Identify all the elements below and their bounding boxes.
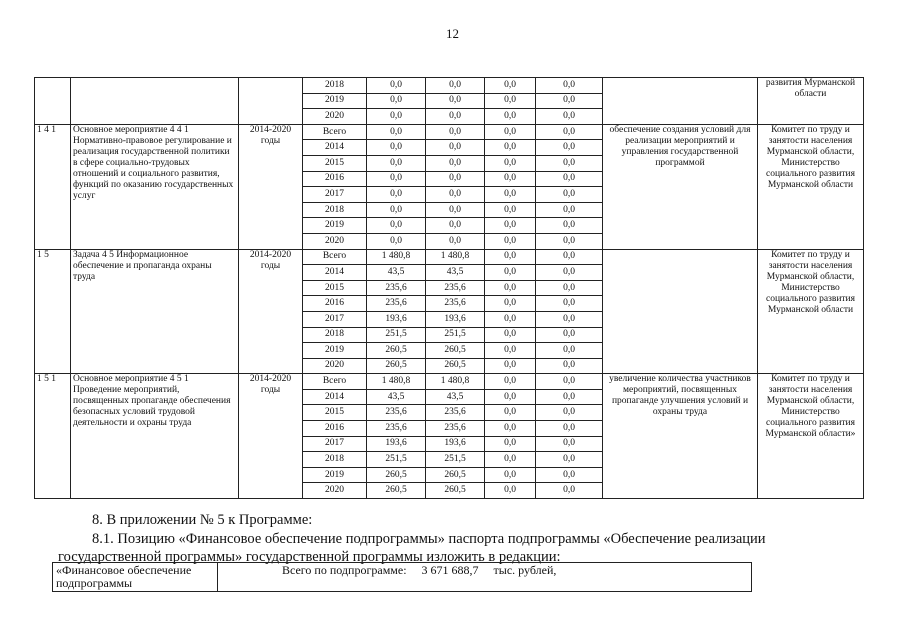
- year-cell: 2019: [303, 218, 367, 234]
- row-name: [71, 78, 239, 125]
- value-cell: 0,0: [367, 202, 426, 218]
- year-cell: 2020: [303, 233, 367, 249]
- value-cell: 0,0: [367, 140, 426, 156]
- value-cell: 1 480,8: [426, 374, 485, 390]
- value-cell: 0,0: [426, 202, 485, 218]
- finance-table: [34, 77, 864, 499]
- value-cell: 0,0: [367, 187, 426, 203]
- value-cell: 251,5: [426, 452, 485, 468]
- year-cell: 2017: [303, 311, 367, 327]
- value-cell: 0,0: [536, 358, 603, 374]
- value-cell: 260,5: [426, 483, 485, 499]
- value-cell: 260,5: [426, 343, 485, 359]
- value-cell: 0,0: [536, 374, 603, 390]
- year-cell: 2014: [303, 265, 367, 281]
- value-cell: 260,5: [367, 358, 426, 374]
- value-cell: 1 480,8: [367, 249, 426, 265]
- value-cell: 0,0: [485, 452, 536, 468]
- value-cell: 0,0: [536, 202, 603, 218]
- row-executor: развития Мурманской области: [758, 78, 864, 125]
- value-cell: 0,0: [426, 93, 485, 109]
- value-cell: 0,0: [485, 265, 536, 281]
- year-cell: 2020: [303, 109, 367, 125]
- value-cell: 0,0: [485, 405, 536, 421]
- value-cell: 235,6: [426, 405, 485, 421]
- year-cell: 2018: [303, 202, 367, 218]
- value-cell: 1 480,8: [367, 374, 426, 390]
- value-cell: 0,0: [485, 421, 536, 437]
- value-cell: 0,0: [367, 171, 426, 187]
- row-number: 1 5: [35, 249, 71, 374]
- paragraph-8: 8. В приложении № 5 к Программе:: [92, 512, 313, 528]
- year-cell: 2018: [303, 78, 367, 94]
- value-cell: 0,0: [485, 327, 536, 343]
- value-cell: 0,0: [536, 343, 603, 359]
- year-cell: 2014: [303, 140, 367, 156]
- table-row: [35, 374, 864, 390]
- value-cell: 0,0: [536, 109, 603, 125]
- value-cell: 0,0: [485, 78, 536, 94]
- financing-label: «Финансовое обеспечение подпрограммы: [53, 563, 218, 592]
- value-cell: 0,0: [536, 155, 603, 171]
- row-period: [239, 78, 303, 125]
- year-cell: 2016: [303, 296, 367, 312]
- financing-value: 3 671 688,7: [421, 563, 479, 577]
- year-cell: 2020: [303, 483, 367, 499]
- value-cell: 0,0: [536, 265, 603, 281]
- value-cell: 0,0: [536, 218, 603, 234]
- value-cell: 251,5: [367, 452, 426, 468]
- value-cell: 0,0: [485, 358, 536, 374]
- value-cell: 0,0: [485, 93, 536, 109]
- value-cell: 0,0: [367, 155, 426, 171]
- value-cell: 235,6: [367, 405, 426, 421]
- value-cell: 0,0: [485, 187, 536, 203]
- year-cell: 2014: [303, 389, 367, 405]
- value-cell: 235,6: [426, 421, 485, 437]
- value-cell: 235,6: [426, 296, 485, 312]
- value-cell: 0,0: [536, 280, 603, 296]
- value-cell: 0,0: [485, 280, 536, 296]
- value-cell: 0,0: [536, 124, 603, 140]
- table-row: [35, 124, 864, 140]
- value-cell: 0,0: [536, 452, 603, 468]
- year-cell: 2017: [303, 187, 367, 203]
- value-cell: 235,6: [426, 280, 485, 296]
- value-cell: 0,0: [426, 140, 485, 156]
- value-cell: 193,6: [367, 436, 426, 452]
- value-cell: 43,5: [367, 389, 426, 405]
- value-cell: 0,0: [536, 140, 603, 156]
- financing-unit: тыс. рублей,: [493, 563, 557, 577]
- value-cell: 0,0: [485, 171, 536, 187]
- value-cell: 1 480,8: [426, 249, 485, 265]
- year-cell: 2015: [303, 155, 367, 171]
- value-cell: 43,5: [426, 265, 485, 281]
- value-cell: 0,0: [426, 218, 485, 234]
- table-row: [35, 78, 864, 94]
- value-cell: 0,0: [536, 436, 603, 452]
- value-cell: 0,0: [426, 155, 485, 171]
- value-cell: 0,0: [367, 93, 426, 109]
- year-cell: 2019: [303, 467, 367, 483]
- row-goal: [603, 249, 758, 374]
- year-cell: 2019: [303, 343, 367, 359]
- value-cell: 0,0: [426, 233, 485, 249]
- value-cell: 0,0: [485, 483, 536, 499]
- row-name: Основное мероприятие 4 5 1 Проведение мероприятий, посвященных пропаганде обеспечения безопасных условий трудовой деятельности и охраны труда: [71, 374, 239, 499]
- value-cell: 0,0: [367, 78, 426, 94]
- value-cell: 0,0: [367, 124, 426, 140]
- value-cell: 0,0: [485, 467, 536, 483]
- value-cell: 0,0: [536, 296, 603, 312]
- row-goal: увеличение количества участников мероприятий, посвященных пропаганде улучшения условий и охраны труда: [603, 374, 758, 499]
- financing-value-cell: [218, 563, 752, 592]
- value-cell: 0,0: [485, 249, 536, 265]
- value-cell: 0,0: [485, 389, 536, 405]
- year-cell: 2015: [303, 405, 367, 421]
- value-cell: 260,5: [367, 343, 426, 359]
- value-cell: 0,0: [536, 311, 603, 327]
- value-cell: 0,0: [485, 436, 536, 452]
- value-cell: 0,0: [536, 421, 603, 437]
- value-cell: 0,0: [426, 78, 485, 94]
- value-cell: 0,0: [367, 233, 426, 249]
- value-cell: 0,0: [485, 374, 536, 390]
- value-cell: 0,0: [485, 202, 536, 218]
- year-cell: 2016: [303, 421, 367, 437]
- value-cell: 0,0: [485, 311, 536, 327]
- row-number: [35, 78, 71, 125]
- value-cell: 0,0: [485, 109, 536, 125]
- row-name: Основное мероприятие 4 4 1 Нормативно-правовое регулирование и реализация государственной политики в сфере социально-трудовых отношений и социального развития, функций по оказанию государственных услуг: [71, 124, 239, 249]
- year-cell: 2019: [303, 93, 367, 109]
- row-executor: Комитет по труду и занятости населения Мурманской области, Министерство социального развития Мурманской области»: [758, 374, 864, 499]
- value-cell: 0,0: [426, 187, 485, 203]
- financing-value-label: Всего по подпрограмме:: [282, 563, 407, 577]
- row-executor: Комитет по труду и занятости населения Мурманской области, Министерство социального развития Мурманской области: [758, 124, 864, 249]
- value-cell: 43,5: [426, 389, 485, 405]
- value-cell: 0,0: [485, 296, 536, 312]
- year-cell: Всего: [303, 124, 367, 140]
- year-cell: Всего: [303, 374, 367, 390]
- value-cell: 0,0: [485, 218, 536, 234]
- value-cell: 43,5: [367, 265, 426, 281]
- year-cell: 2018: [303, 452, 367, 468]
- value-cell: 0,0: [367, 218, 426, 234]
- value-cell: 260,5: [426, 467, 485, 483]
- value-cell: 0,0: [426, 171, 485, 187]
- value-cell: 235,6: [367, 421, 426, 437]
- row-period: 2014-2020 годы: [239, 249, 303, 374]
- year-cell: 2017: [303, 436, 367, 452]
- year-cell: 2020: [303, 358, 367, 374]
- year-cell: 2018: [303, 327, 367, 343]
- value-cell: 0,0: [485, 124, 536, 140]
- value-cell: 0,0: [485, 233, 536, 249]
- row-goal: обеспечение создания условий для реализации мероприятий и управления государственной программой: [603, 124, 758, 249]
- value-cell: 0,0: [485, 155, 536, 171]
- row-period: 2014-2020 годы: [239, 124, 303, 249]
- value-cell: 0,0: [536, 93, 603, 109]
- value-cell: 0,0: [536, 389, 603, 405]
- value-cell: 0,0: [536, 78, 603, 94]
- year-cell: Всего: [303, 249, 367, 265]
- financing-table: [52, 562, 752, 592]
- value-cell: 0,0: [536, 171, 603, 187]
- value-cell: 193,6: [426, 311, 485, 327]
- value-cell: 0,0: [367, 109, 426, 125]
- value-cell: 251,5: [426, 327, 485, 343]
- value-cell: 260,5: [426, 358, 485, 374]
- value-cell: 0,0: [485, 140, 536, 156]
- value-cell: 0,0: [536, 467, 603, 483]
- row-period: 2014-2020 годы: [239, 374, 303, 499]
- row-name: Задача 4 5 Информационное обеспечение и пропаганда охраны труда: [71, 249, 239, 374]
- row-goal: [603, 78, 758, 125]
- value-cell: 0,0: [426, 109, 485, 125]
- value-cell: 0,0: [426, 124, 485, 140]
- value-cell: 235,6: [367, 280, 426, 296]
- page-number: 12: [446, 26, 459, 41]
- year-cell: 2016: [303, 171, 367, 187]
- year-cell: 2015: [303, 280, 367, 296]
- value-cell: 0,0: [536, 483, 603, 499]
- value-cell: 0,0: [536, 187, 603, 203]
- value-cell: 260,5: [367, 467, 426, 483]
- value-cell: 0,0: [536, 249, 603, 265]
- value-cell: 235,6: [367, 296, 426, 312]
- table-row: [35, 249, 864, 265]
- value-cell: 260,5: [367, 483, 426, 499]
- value-cell: 0,0: [485, 343, 536, 359]
- value-cell: 193,6: [367, 311, 426, 327]
- paragraph-8-1: 8.1. Позицию «Финансовое обеспечение подпрограммы» паспорта подпрограммы «Обеспечение реализации: [92, 531, 766, 547]
- value-cell: 193,6: [426, 436, 485, 452]
- row-number: 1 4 1: [35, 124, 71, 249]
- value-cell: 0,0: [536, 233, 603, 249]
- row-executor: Комитет по труду и занятости населения Мурманской области, Министерство социального развития Мурманской области: [758, 249, 864, 374]
- value-cell: 0,0: [536, 327, 603, 343]
- row-number: 1 5 1: [35, 374, 71, 499]
- value-cell: 0,0: [536, 405, 603, 421]
- value-cell: 251,5: [367, 327, 426, 343]
- paragraph-8-1-cont: государственной программы» государственной программы изложить в редакции:: [58, 549, 561, 565]
